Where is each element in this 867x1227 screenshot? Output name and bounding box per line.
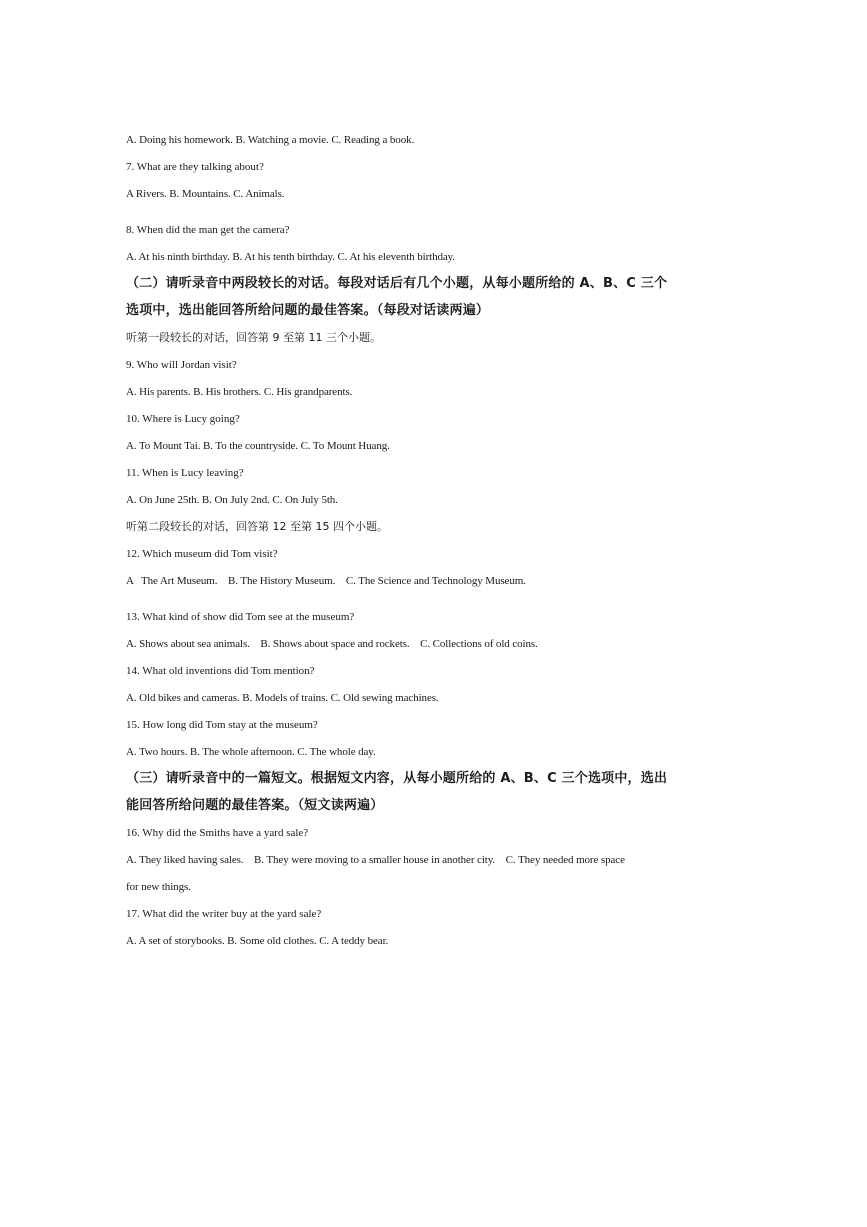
dialog-2-instruction: 听第二段较长的对话，回答第 12 至第 15 四个小题。 (126, 520, 388, 533)
q13-options: A. Shows about sea animals. B. Shows about space and rockets. C. Collections of old coins. (126, 638, 538, 650)
question-8: 8. When did the man get the camera? (126, 224, 290, 236)
question-13: 13. What kind of show did Tom see at the museum? (126, 611, 355, 623)
q17-options: A. A set of storybooks. B. Some old clothes. C. A teddy bear. (126, 935, 389, 947)
q15-options: A. Two hours. B. The whole afternoon. C. The whole day. (126, 746, 376, 758)
q10-options: A. To Mount Tai. B. To the countryside. C. To Mount Huang. (126, 440, 390, 452)
section-2-heading-line-2: 选项中，选出能回答所给问题的最佳答案。（每段对话读两遍） (126, 303, 490, 318)
question-10: 10. Where is Lucy going? (126, 413, 240, 425)
question-11: 11. When is Lucy leaving? (126, 467, 244, 479)
q14-options: A. Old bikes and cameras. B. Models of trains. C. Old sewing machines. (126, 692, 439, 704)
q6-options: A. Doing his homework. B. Watching a movie. C. Reading a book. (126, 134, 415, 146)
q8-options: A. At his ninth birthday. B. At his tenth birthday. C. At his eleventh birthday. (126, 251, 456, 263)
question-12: 12. Which museum did Tom visit? (126, 548, 278, 560)
section-2-heading-line-1: （二）请听录音中两段较长的对话。每段对话后有几个小题，从每小题所给的 A、B、C 三个 (126, 276, 668, 291)
section-3-heading-line-1: （三）请听录音中的一篇短文。根据短文内容，从每小题所给的 A、B、C 三个选项中，选出 (126, 771, 668, 786)
question-17: 17. What did the writer buy at the yard sale? (126, 908, 322, 920)
q12-options: A The Art Museum. B. The History Museum. C. The Science and Technology Museum. (126, 575, 526, 587)
q7-options: A Rivers. B. Mountains. C. Animals. (126, 188, 285, 200)
question-15: 15. How long did Tom stay at the museum? (126, 719, 318, 731)
question-14: 14. What old inventions did Tom mention? (126, 665, 315, 677)
section-3-heading-line-2: 能回答所给问题的最佳答案。（短文读两遍） (126, 798, 384, 813)
question-9: 9. Who will Jordan visit? (126, 359, 237, 371)
q16-options-line-1: A. They liked having sales. B. They were moving to a smaller house in another city. C. They needed more space (126, 854, 625, 866)
question-7: 7. What are they talking about? (126, 161, 264, 173)
question-16: 16. Why did the Smiths have a yard sale? (126, 827, 309, 839)
q16-options-line-2: for new things. (126, 881, 191, 893)
q9-options: A. His parents. B. His brothers. C. His grandparents. (126, 386, 353, 398)
q11-options: A. On June 25th. B. On July 2nd. C. On July 5th. (126, 494, 338, 506)
dialog-1-instruction: 听第一段较长的对话，回答第 9 至第 11 三个小题。 (126, 331, 381, 344)
